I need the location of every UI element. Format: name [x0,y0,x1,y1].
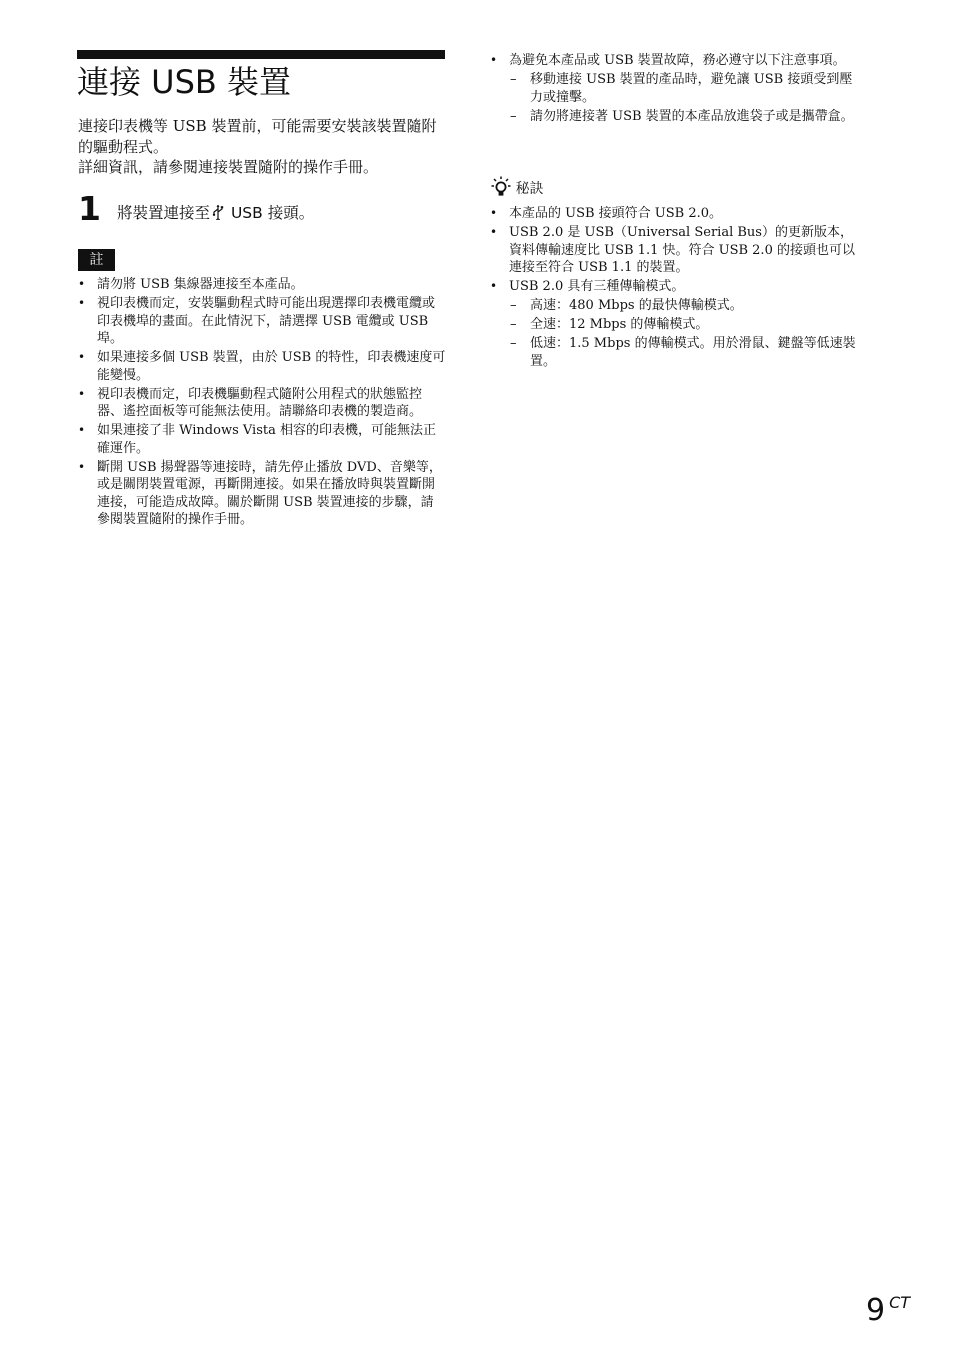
precaution-item: • 為避免本產品或 USB 裝置故障，務必遵守以下注意事項。 [490,52,860,70]
intro-text [78,116,448,178]
page-language-suffix: CT [889,1293,911,1312]
tip-item: • USB 2.0 是 USB（Universal Serial Bus）的更新版本，資料傳輸速度比 USB 1.1 快。符合 USB 2.0 的接頭也可以連接至符合 USB 1.1 的裝置。 [490,224,862,277]
tip-item: • USB 2.0 具有三種傳輸模式。 [490,278,862,296]
transfer-mode-item: – 全速：12 Mbps 的傳輸模式。 [490,316,862,334]
precaution-subitem: – 請勿將連接著 USB 裝置的本產品放進袋子或是攜帶盒。 [490,108,860,126]
note-item: • 斷開 USB 揚聲器等連接時，請先停止播放 DVD、音樂等，或是關閉裝置電源，再斷開連接。如果在播放時與裝置斷開連接，可能造成故障。關於斷開 USB 裝置連接的步驟，請參閱裝置隨附的操作手冊。 [78,459,446,529]
note-item: • 請勿將 USB 集線器連接至本產品。 [78,276,446,294]
step-text-before-icon: 將裝置連接至 [117,204,211,222]
page-number-value: 9 [866,1293,886,1328]
step-instruction [117,203,314,223]
tips-heading-label: 秘訣 [515,181,544,197]
transfer-mode-item: – 高速：480 Mbps 的最快傳輸模式。 [490,297,862,315]
transfer-mode-item: – 低速：1.5 Mbps 的傳輸模式。用於滑鼠、鍵盤等低速裝置。 [490,335,862,370]
precautions-list [490,52,860,127]
page-title: 連接 USB 裝置 [77,63,292,101]
step-1 [78,190,448,230]
precaution-subitem: – 移動連接 USB 裝置的產品時，避免讓 USB 接頭受到壓力或撞擊。 [490,71,860,106]
note-item: • 視印表機而定，印表機驅動程式隨附公用程式的狀態監控器、遙控面板等可能無法使用。請聯絡印表機的製造商。 [78,386,446,421]
step-text-after-icon: USB 接頭。 [230,204,315,222]
intro-paragraph: 詳細資訊，請參閱連接裝置隨附的操作手冊。 [78,158,379,176]
usb-icon [212,204,224,220]
step-number: 1 [78,189,101,228]
lightbulb-icon [491,176,511,198]
tips-list [490,205,862,372]
note-item: • 視印表機而定，安裝驅動程式時可能出現選擇印表機電纜或印表機埠的畫面。在此情況下，請選擇 USB 電纜或 USB 埠。 [78,295,446,348]
title-rule [77,50,445,59]
page-number [866,1283,910,1331]
tip-item: • 本產品的 USB 接頭符合 USB 2.0。 [490,205,862,223]
tips-heading [491,176,543,200]
note-badge: 註 [78,249,115,271]
notes-list [78,276,446,531]
note-item: • 如果連接多個 USB 裝置，由於 USB 的特性，印表機速度可能變慢。 [78,349,446,384]
note-item: • 如果連接了非 Windows Vista 相容的印表機，可能無法正確運作。 [78,422,446,457]
intro-paragraph: 連接印表機等 USB 裝置前，可能需要安裝該裝置隨附的驅動程式。 [78,117,437,156]
